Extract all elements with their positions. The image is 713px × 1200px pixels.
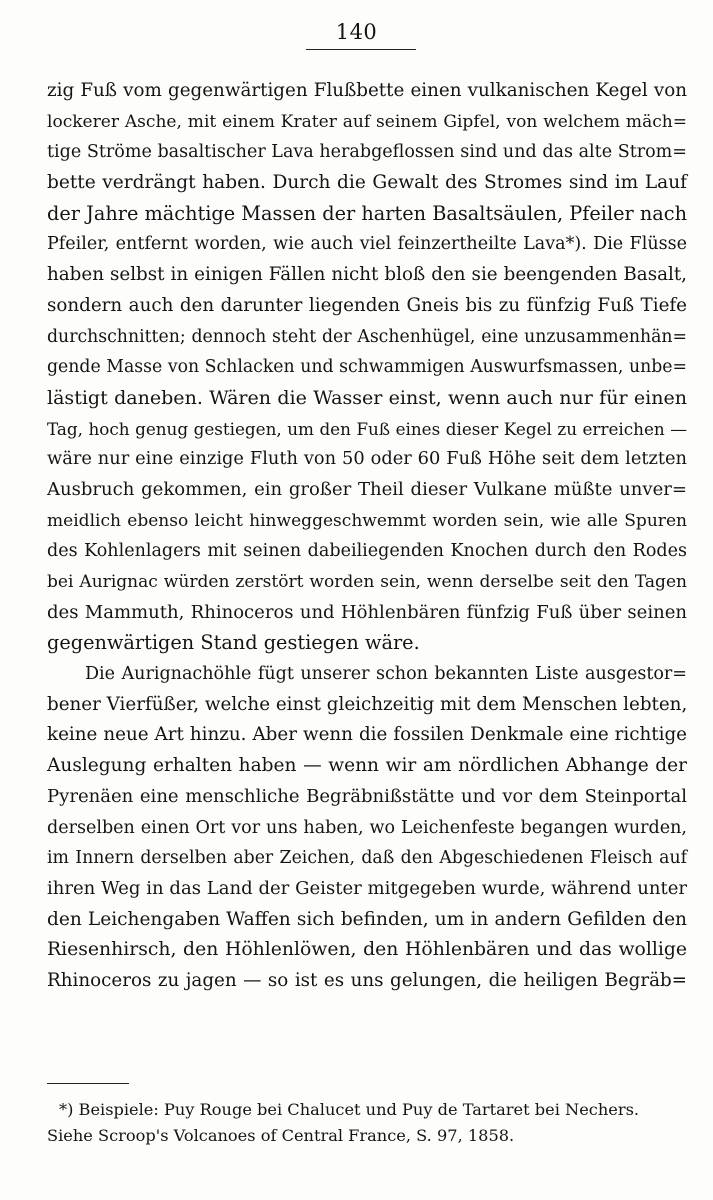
text-line: wäre nur eine einzige Fluth von 50 oder 60 Fuß Höhe seit dem letzten (47, 448, 687, 470)
text-line: Pfeiler, entfernt worden, wie auch viel feinzertheilte Lava*). Die Flüsse (47, 234, 687, 255)
text-line: Rhinoceros zu jagen — so ist es uns gelungen, die heiligen Begräb= (47, 969, 687, 991)
text-line: Ausbruch gekommen, ein großer Theil dieser Vulkane müßte unver= (47, 478, 687, 500)
text-line: Pyrenäen eine menschliche Begräbnißstätte und vor dem Steinportal (47, 785, 687, 807)
text-line: durchschnitten; dennoch steht der Aschenhügel, eine unzusammenhän= (47, 326, 687, 347)
footnote-line: *) Beispiele: Puy Rouge bei Chalucet und Puy de Tartaret bei Nechers. (59, 1100, 640, 1119)
paragraph-2 (47, 659, 687, 997)
text-line: Tag, hoch genug gestiegen, um den Fuß eines dieser Kegel zu erreichen — (47, 418, 687, 439)
text-line: derselben einen Ort vor uns haben, wo Leichenfeste begangen wurden, (47, 817, 687, 838)
text-line: des Kohlenlagers mit seinen dabeiliegenden Knochen durch den Rodes (47, 541, 687, 562)
text-line: des Mammuth, Rhinoceros und Höhlenbären fünfzig Fuß über seinen (47, 601, 687, 623)
text-line: Auslegung erhalten haben — wenn wir am nördlichen Abhange der (47, 755, 687, 777)
text-line: haben selbst in einigen Fällen nicht bloß den sie beengenden Basalt, (47, 264, 687, 286)
text-line: im Innern derselben aber Zeichen, daß den Abgeschiedenen Fleisch auf (47, 848, 687, 869)
text-line: lästigt daneben. Wären die Wasser einst, wenn auch nur für einen (47, 386, 687, 409)
text-line: der Jahre mächtige Massen der harten Basaltsäulen, Pfeiler nach (47, 201, 687, 225)
page-number: 140 (335, 20, 378, 44)
text-line: gende Masse von Schlacken und schwammigen Auswurfsmassen, unbe= (47, 357, 687, 378)
footnote-line: Siehe Scroop's Volcanoes of Central France, S. 97, 1858. (47, 1126, 515, 1145)
text-line: Riesenhirsch, den Höhlenlöwen, den Höhlenbären und das wollige (47, 939, 687, 961)
text-line: bener Vierfüßer, welche einst gleichzeitig mit dem Menschen lebten, (47, 693, 688, 715)
body-text (47, 76, 687, 997)
text-line: Die Aurignachöhle fügt unserer schon bekannten Liste ausgestor= (85, 664, 687, 685)
text-line: lockerer Asche, mit einem Krater auf seinem Gipfel, von welchem mäch= (47, 111, 687, 132)
text-line: bei Aurignac würden zerstört worden sein, wenn derselbe seit den Tagen (47, 572, 687, 592)
paragraph-1 (47, 76, 687, 659)
text-line: bette verdrängt haben. Durch die Gewalt des Stromes sind im Lauf (47, 172, 687, 194)
text-line: keine neue Art hinzu. Aber wenn die fossilen Denkmale eine richtige (47, 724, 687, 746)
text-line: den Leichengaben Waffen sich befinden, um in andern Gefilden den (47, 908, 687, 930)
footnote-rule (47, 1083, 129, 1084)
text-line: tige Ströme basaltischer Lava herabgeflossen sind und das alte Strom= (47, 142, 687, 163)
text-line: zig Fuß vom gegenwärtigen Flußbette einen vulkanischen Kegel von (47, 80, 687, 101)
text-line: sondern auch den darunter liegenden Gneis bis zu fünfzig Fuß Tiefe (47, 294, 687, 316)
text-line: meidlich ebenso leicht hinweggeschwemmt worden sein, wie alle Spuren (47, 510, 687, 531)
header-rule (306, 49, 416, 50)
text-line: ihren Weg in das Land der Geister mitgegeben wurde, während unter (47, 877, 687, 899)
text-line: gegenwärtigen Stand gestiegen wäre. (47, 631, 420, 655)
footnotes (47, 1097, 690, 1149)
